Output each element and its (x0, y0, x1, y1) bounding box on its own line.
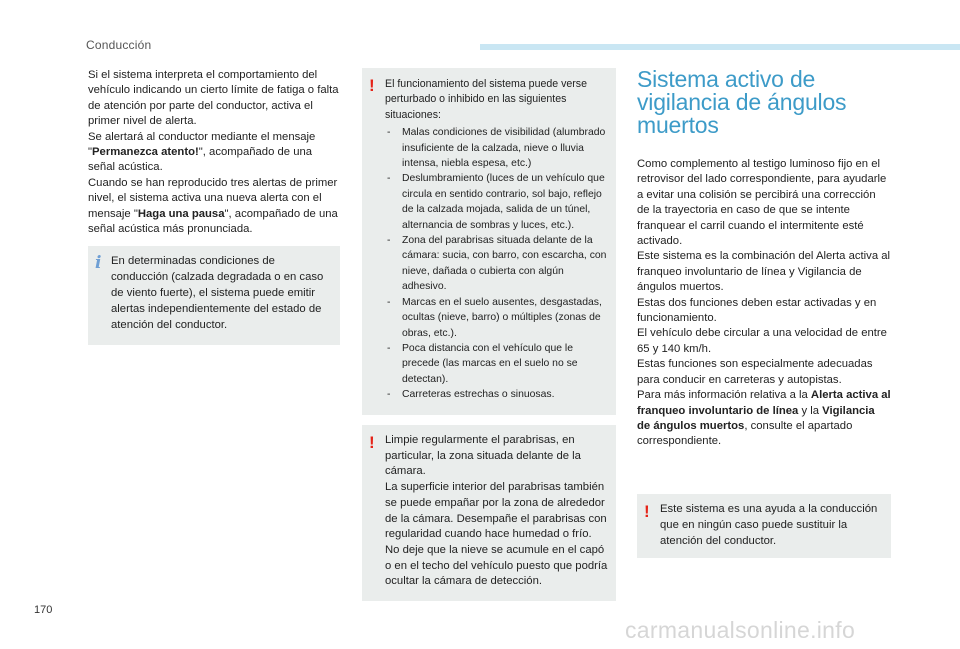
warning-box (362, 68, 616, 415)
paragraph: Limpie regularmente el parabrisas, en particular, la zona situada delante de la cámara. (385, 434, 581, 478)
watermark: carmanualsonline.info (625, 617, 856, 643)
list-item: - Carreteras estrechas o sinuosas. (385, 387, 608, 402)
conditions-list (385, 125, 608, 402)
column-left (88, 68, 340, 345)
paragraph: Se alertará al conductor mediante el mensaje "Permanezca atento!", acompañado de una señal acústica. (88, 130, 316, 174)
warning-icon: ! (369, 433, 375, 452)
list-item: - Deslumbramiento (luces de un vehículo que circula en sentido contrario, sol bajo, reflejo de la calzada mojada, salida de un túnel, alternancia de sombras y luces, etc.). (385, 171, 608, 233)
warning-intro: El funcionamiento del sistema puede verse perturbado o inhibido en las siguientes situaciones: (385, 78, 587, 121)
reference-text: Vigilancia de ángulos muertos (637, 404, 875, 432)
paragraph: El vehículo debe circular a una velocidad de entre 65 y 140 km/h. (637, 327, 887, 355)
column-right (637, 68, 891, 558)
header-bar (480, 44, 960, 50)
section-title: Sistema activo de vigilancia de ángulos muertos (637, 66, 847, 138)
paragraph: Estas funciones son especialmente adecuadas para conducir en carreteras y autopistas. (637, 358, 873, 386)
message-text: Permanezca atento! (92, 146, 199, 159)
section-header: Conducción (86, 38, 152, 52)
list-item: - Poca distancia con el vehículo que le precede (las marcas en el suelo no se detectan). (385, 341, 608, 387)
paragraph: No deje que la nieve se acumule en el capó o en el techo del vehículo puesto que podría ocultar la cámara de detección. (385, 543, 608, 588)
paragraph: Si el sistema interpreta el comportamiento del vehículo indicando un cierto límite de fatiga o falta de atención por parte del conductor, activa el primer nivel de alerta. (88, 69, 339, 128)
warning-icon: ! (369, 76, 375, 95)
page-number: 170 (34, 604, 53, 616)
warning-box (637, 494, 891, 558)
paragraph: La superficie interior del parabrisas también se puede empañar por la zona de alrededor de la cámara. Desempañe el parabrisas con regularidad cuando hace humedad o frío. (385, 481, 607, 541)
info-icon: i (95, 253, 102, 274)
paragraph: Este sistema es la combinación del Alerta activa al franqueo involuntario de línea y Vigilancia de ángulos muertos. (637, 250, 891, 294)
paragraph: Estas dos funciones deben estar activadas y en funcionamiento. (637, 296, 877, 325)
message-text: Haga una pausa (137, 207, 225, 220)
info-text: En determinadas condiciones de conducción (calzada degradada o en caso de viento fuerte), el sistema puede emitir alertas independientemente del estado de atención del conductor. (111, 255, 324, 332)
paragraph: Como complemento al testigo luminoso fijo en el retrovisor del lado correspondiente, para ayudarle a evitar una colisión se percibirá una corrección de la trayectoria en caso de que se intente franquear el carril cuando el intermitente esté activado. (637, 158, 887, 248)
warning-text: Este sistema es una ayuda a la conducción que en ningún caso puede sustituir la atención del conductor. (660, 502, 878, 547)
list-item: - Malas condiciones de visibilidad (alumbrado insuficiente de la calzada, nieve o lluvia intensa, niebla espesa, etc.) (385, 125, 608, 171)
info-box (88, 246, 340, 345)
paragraph: Cuando se han reproducido tres alertas de primer nivel, el sistema activa una nueva alerta con el mensaje "Haga una pausa", acompañado de una señal acústica más pronunciada. (88, 176, 338, 236)
warning-box (362, 425, 616, 601)
warning-icon: ! (644, 501, 650, 521)
reference-text: Alerta activa al franqueo involuntario de línea (637, 389, 891, 417)
column-middle (362, 68, 616, 601)
list-item: - Zona del parabrisas situada delante de la cámara: sucia, con barro, con escarcha, con nieve, dañada o cubierta con algún adhesivo. (385, 233, 608, 295)
list-item: - Marcas en el suelo ausentes, desgastadas, ocultas (nieve, barro) o múltiples (zonas de obras, etc.). (385, 295, 608, 341)
paragraph: Para más información relativa a la Alerta activa al franqueo involuntario de línea y la Vigilancia de ángulos muertos, consulte el apartado correspondiente. (637, 389, 891, 448)
